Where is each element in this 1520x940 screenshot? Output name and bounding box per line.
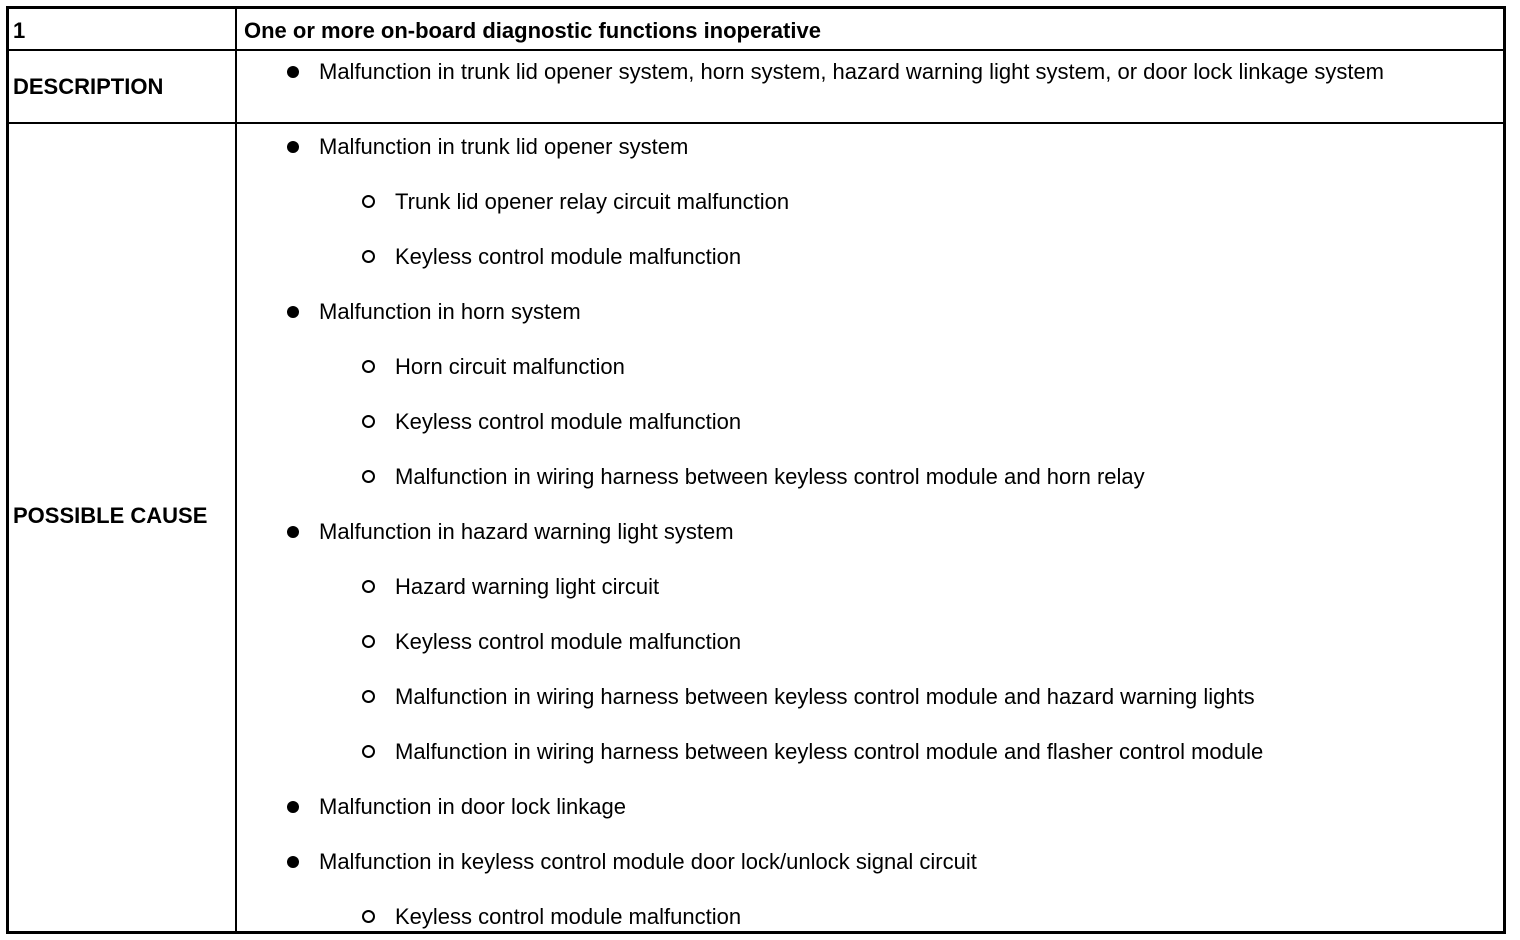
description-label: DESCRIPTION bbox=[13, 74, 164, 99]
description-content-cell bbox=[237, 51, 1503, 122]
cause-item-text: Keyless control module malfunction bbox=[395, 904, 742, 929]
cause-item-text: Hazard warning light circuit bbox=[395, 574, 660, 599]
hollow-bullet-icon bbox=[362, 690, 375, 703]
cause-item-text: Horn circuit malfunction bbox=[395, 354, 625, 379]
cause-item-text: Keyless control module malfunction bbox=[395, 244, 742, 269]
cause-item-text: Trunk lid opener relay circuit malfunction bbox=[395, 189, 790, 214]
hollow-bullet-icon bbox=[362, 580, 375, 593]
cause-item-text: Malfunction in horn system bbox=[319, 299, 581, 324]
cause-item-text: Malfunction in door lock linkage bbox=[319, 794, 626, 819]
possible-cause-row bbox=[9, 124, 1503, 931]
hollow-bullet-icon bbox=[362, 910, 375, 923]
filled-bullet-icon bbox=[287, 526, 299, 538]
header-title: One or more on-board diagnostic functions inoperative bbox=[244, 18, 821, 43]
cause-item-text: Keyless control module malfunction bbox=[395, 629, 742, 654]
cause-item-text: Malfunction in trunk lid opener system bbox=[319, 134, 689, 159]
header-number: 1 bbox=[13, 18, 26, 43]
cause-item-text: Malfunction in hazard warning light system bbox=[319, 519, 734, 544]
possible-cause-label-cell bbox=[9, 124, 237, 931]
description-label-cell bbox=[9, 51, 237, 122]
cause-item-text: Malfunction in keyless control module door lock/unlock signal circuit bbox=[319, 849, 977, 874]
hollow-bullet-icon bbox=[362, 415, 375, 428]
description-row bbox=[9, 51, 1503, 124]
hollow-bullet-icon bbox=[362, 250, 375, 263]
hollow-bullet-icon bbox=[362, 195, 375, 208]
header-title-cell bbox=[237, 9, 1503, 49]
diagnostic-table bbox=[6, 6, 1506, 934]
possible-cause-list bbox=[237, 124, 1503, 931]
hollow-bullet-icon bbox=[362, 745, 375, 758]
header-number-cell bbox=[9, 9, 237, 49]
hollow-bullet-icon bbox=[362, 360, 375, 373]
filled-bullet-icon bbox=[287, 141, 299, 153]
cause-item-text: Malfunction in wiring harness between keyless control module and horn relay bbox=[395, 464, 1145, 489]
filled-bullet-icon bbox=[287, 801, 299, 813]
description-text: Malfunction in trunk lid opener system, horn system, hazard warning light system, or door lock linkage system bbox=[319, 59, 1385, 84]
possible-cause-label: POSSIBLE CAUSE bbox=[13, 503, 208, 528]
header-row bbox=[9, 9, 1503, 51]
cause-item-text: Keyless control module malfunction bbox=[395, 409, 742, 434]
cause-item-text: Malfunction in wiring harness between keyless control module and flasher control module bbox=[395, 739, 1264, 764]
hollow-bullet-icon bbox=[362, 635, 375, 648]
filled-bullet-icon bbox=[287, 856, 299, 868]
cause-item-text: Malfunction in wiring harness between keyless control module and hazard warning lights bbox=[395, 684, 1255, 709]
filled-bullet-icon bbox=[287, 306, 299, 318]
filled-bullet-icon bbox=[287, 66, 299, 78]
hollow-bullet-icon bbox=[362, 470, 375, 483]
